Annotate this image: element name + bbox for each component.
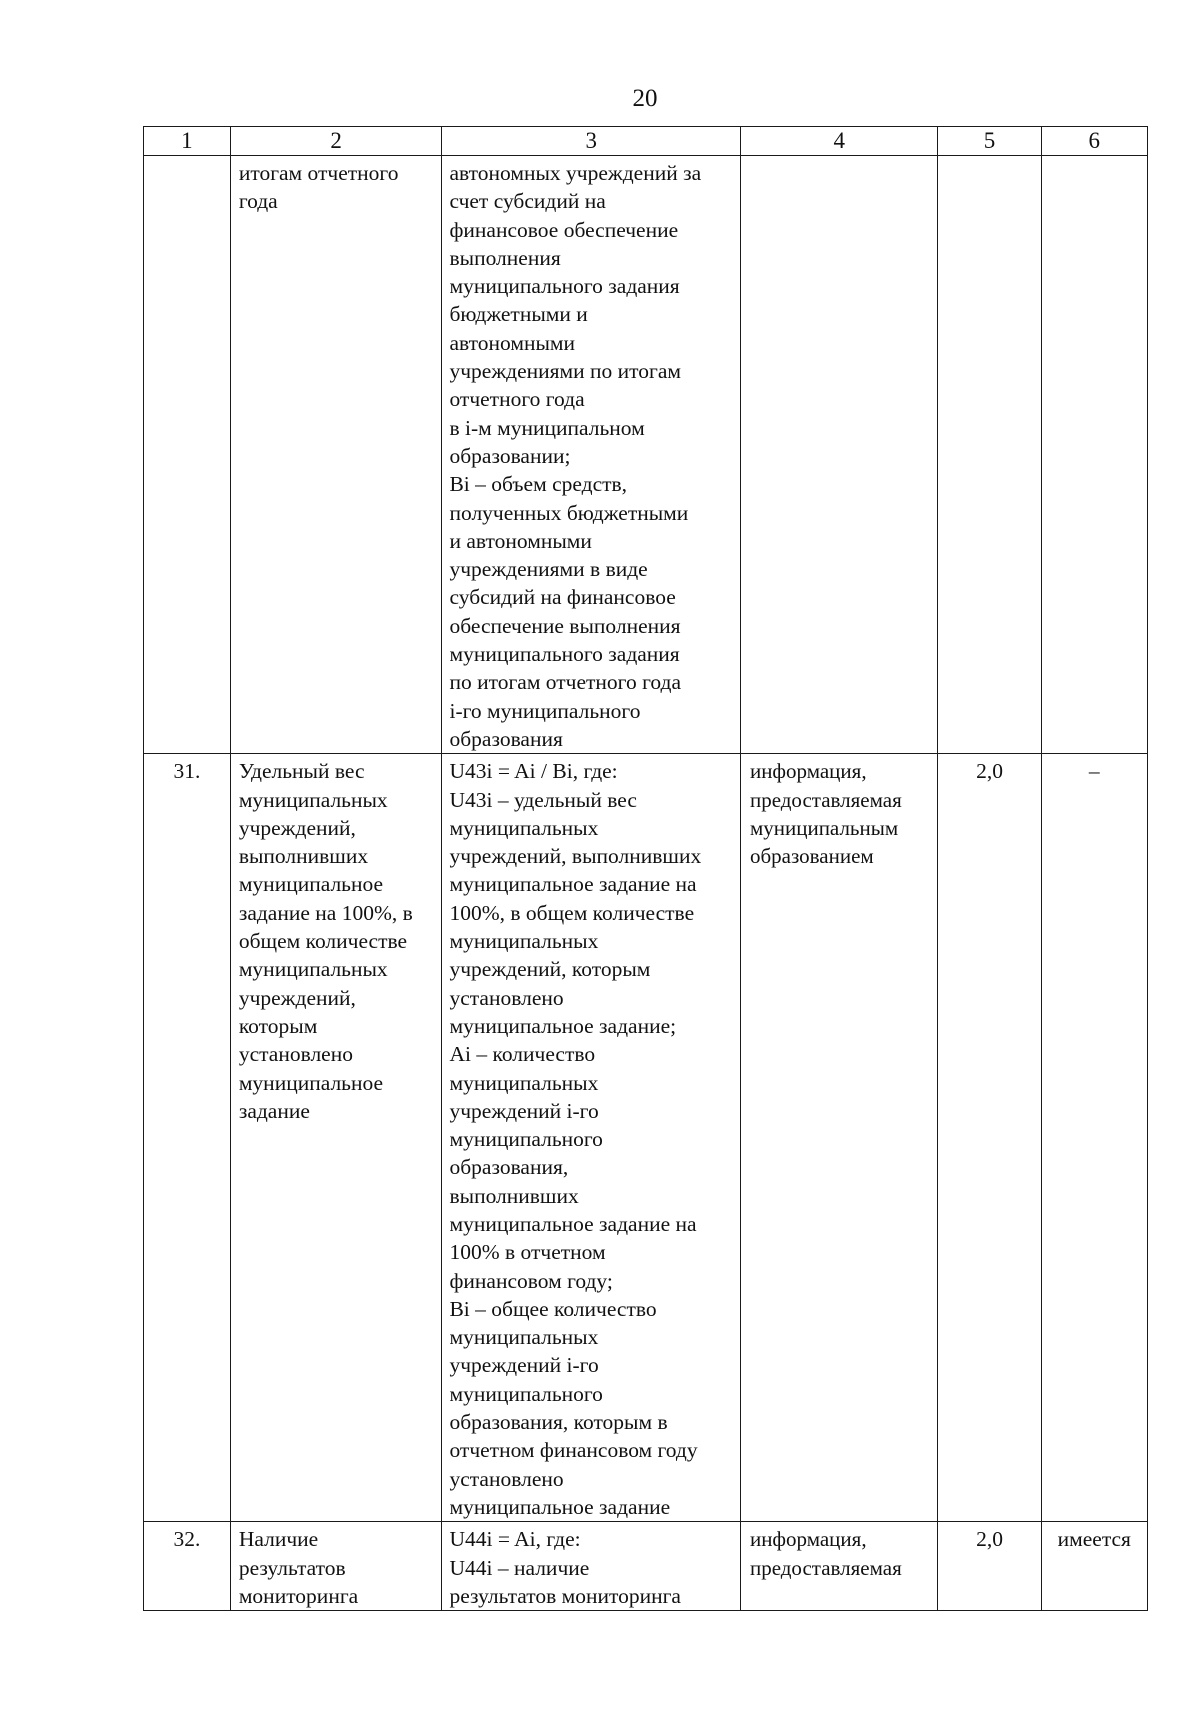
indicator-name-line: Наличие bbox=[238, 1527, 319, 1552]
weight-cell bbox=[938, 754, 1041, 1522]
formula-line: выполнения bbox=[449, 245, 561, 270]
formula-line: образовании; bbox=[449, 443, 571, 468]
formula-line: выполнивших bbox=[449, 1183, 579, 1208]
formula-line: U43i – удельный вес bbox=[449, 787, 637, 812]
source-line: предоставляемая bbox=[749, 1555, 902, 1580]
formula-line: субсидий на финансовое bbox=[449, 585, 676, 610]
table-row bbox=[144, 156, 1148, 754]
weight-cell bbox=[938, 156, 1041, 754]
formula-line: муниципального bbox=[449, 1381, 603, 1406]
indicator-name-line: учреждений, bbox=[238, 985, 356, 1010]
formula-line: финансовое обеспечение bbox=[449, 217, 679, 242]
formula-line: U44i = Ai, где: bbox=[449, 1527, 581, 1552]
indicator-name-line: итогам отчетного bbox=[238, 161, 399, 185]
formula-line: счет субсидий на bbox=[449, 189, 606, 214]
indicator-name-cell bbox=[230, 156, 442, 754]
indicator-name-line: учреждений, bbox=[238, 815, 356, 840]
formula-line: муниципального задания bbox=[449, 642, 680, 667]
source-line: муниципальным bbox=[749, 815, 899, 840]
formula-line: муниципальное задание bbox=[449, 1494, 671, 1519]
row-number-cell bbox=[144, 156, 231, 754]
source-cell bbox=[740, 156, 938, 754]
table-row bbox=[144, 754, 1148, 1522]
indicator-name-line: которым bbox=[238, 1013, 318, 1038]
indicator-name-cell bbox=[230, 754, 442, 1522]
weight-value: 2,0 bbox=[976, 759, 1003, 784]
source-cell bbox=[740, 1522, 938, 1611]
formula-line: отчетного года bbox=[449, 387, 585, 412]
page-number: 20 bbox=[632, 85, 658, 112]
formula-line: i-го муниципального bbox=[449, 698, 641, 723]
formula-line: 100% в отчетном bbox=[449, 1240, 606, 1265]
formula-cell bbox=[442, 754, 740, 1522]
source-line: информация, bbox=[749, 1527, 867, 1552]
formula-line: установлено bbox=[449, 1466, 564, 1491]
column-header-4: 4 bbox=[740, 127, 938, 156]
weight-cell bbox=[938, 1522, 1041, 1611]
column-header-1: 1 bbox=[144, 127, 231, 156]
formula-line: отчетном финансовом году bbox=[449, 1438, 698, 1463]
formula-line: учреждений i-го bbox=[449, 1353, 599, 1378]
formula-line: в i-м муниципальном bbox=[449, 415, 645, 440]
formula-line: U44i – наличие bbox=[449, 1555, 590, 1580]
formula-line: образования, bbox=[449, 1155, 569, 1180]
target-value: имеется bbox=[1057, 1527, 1131, 1552]
formula-line: Bi – общее количество bbox=[449, 1296, 657, 1321]
row-number-cell bbox=[144, 754, 231, 1522]
formula-line: муниципальных bbox=[449, 1325, 599, 1350]
formula-line: муниципальных bbox=[449, 815, 599, 840]
target-value-cell bbox=[1041, 1522, 1147, 1611]
formula-line: обеспечение выполнения bbox=[449, 613, 681, 638]
indicator-name-line: результатов bbox=[238, 1555, 346, 1580]
target-value: – bbox=[1088, 759, 1100, 784]
formula-line: учреждений i-го bbox=[449, 1098, 599, 1123]
formula-line: 100%, в общем количестве bbox=[449, 900, 695, 925]
target-value-cell bbox=[1041, 754, 1147, 1522]
table-header-row bbox=[144, 127, 1148, 156]
indicator-name-line: муниципальное bbox=[238, 872, 384, 897]
formula-line: муниципальное задание на bbox=[449, 1211, 697, 1236]
column-header-2: 2 bbox=[230, 127, 442, 156]
formula-line: Bi – объем средств, bbox=[449, 472, 628, 497]
formula-line: учреждениями по итогам bbox=[449, 359, 682, 384]
formula-line: муниципального задания bbox=[449, 274, 680, 299]
row-number-cell bbox=[144, 1522, 231, 1611]
row-number: 32. bbox=[173, 1527, 201, 1552]
formula-line: результатов мониторинга bbox=[449, 1583, 681, 1608]
target-value-cell bbox=[1041, 156, 1147, 754]
formula-line: установлено bbox=[449, 985, 564, 1010]
formula-line: учреждениями в виде bbox=[449, 557, 648, 582]
indicator-table bbox=[143, 126, 1148, 1611]
formula-line: муниципальное задание на bbox=[449, 872, 697, 897]
formula-line: образования bbox=[449, 726, 563, 751]
formula-line: муниципальное задание; bbox=[449, 1013, 677, 1038]
formula-cell bbox=[442, 1522, 740, 1611]
indicator-name-cell bbox=[230, 1522, 442, 1611]
indicator-name-line: мониторинга bbox=[238, 1583, 359, 1608]
formula-line: финансовом году; bbox=[449, 1268, 613, 1293]
formula-cell bbox=[442, 156, 740, 754]
formula-line: бюджетными и bbox=[449, 302, 588, 327]
formula-line: Ai – количество bbox=[449, 1042, 596, 1067]
formula-line: образования, которым в bbox=[449, 1410, 668, 1435]
formula-line: учреждений, выполнивших bbox=[449, 844, 702, 869]
source-line: информация, bbox=[749, 759, 867, 784]
indicator-name-line: общем количестве bbox=[238, 929, 408, 954]
formula-line: и автономными bbox=[449, 528, 592, 553]
indicator-name-line: задание bbox=[238, 1098, 310, 1123]
formula-line: учреждений, которым bbox=[449, 957, 651, 982]
table-row bbox=[144, 1522, 1148, 1611]
indicator-name-line: выполнивших bbox=[238, 844, 369, 869]
formula-line: по итогам отчетного года bbox=[449, 670, 681, 695]
formula-line: автономных учреждений за bbox=[449, 161, 702, 185]
column-header-5: 5 bbox=[938, 127, 1041, 156]
formula-line: муниципальных bbox=[449, 929, 599, 954]
source-cell bbox=[740, 754, 938, 1522]
indicator-name-line: муниципальных bbox=[238, 787, 388, 812]
indicator-name-line: задание на 100%, в bbox=[238, 900, 413, 925]
indicator-name-line: Удельный вес bbox=[238, 759, 365, 784]
weight-value: 2,0 bbox=[976, 1527, 1003, 1552]
indicator-name-line: года bbox=[238, 189, 278, 214]
formula-line: муниципальных bbox=[449, 1070, 599, 1095]
indicator-name-line: установлено bbox=[238, 1042, 353, 1067]
formula-line: муниципального bbox=[449, 1127, 603, 1152]
row-number: 31. bbox=[173, 759, 201, 784]
formula-line: полученных бюджетными bbox=[449, 500, 689, 525]
formula-line: автономными bbox=[449, 330, 576, 355]
source-line: образованием bbox=[749, 844, 874, 869]
formula-line: U43i = Ai / Bi, где: bbox=[449, 759, 618, 784]
indicator-name-line: муниципальное bbox=[238, 1070, 384, 1095]
source-line: предоставляемая bbox=[749, 787, 902, 812]
column-header-3: 3 bbox=[442, 127, 740, 156]
indicator-name-line: муниципальных bbox=[238, 957, 388, 982]
column-header-6: 6 bbox=[1041, 127, 1147, 156]
